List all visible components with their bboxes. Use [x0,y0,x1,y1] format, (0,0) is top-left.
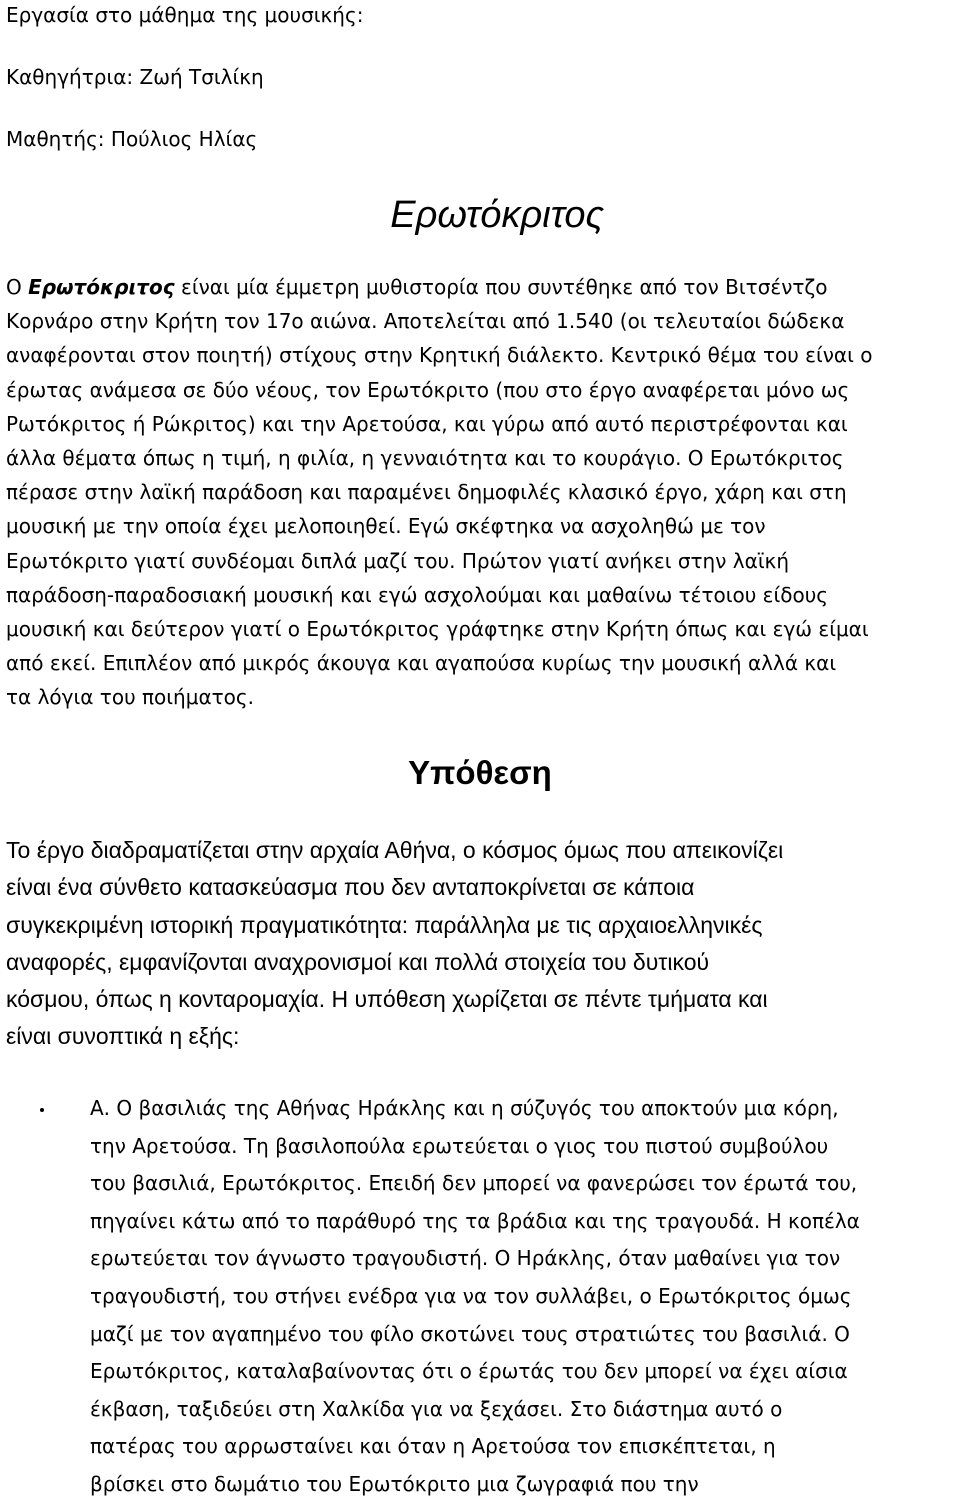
section-heading: Υπόθεση [408,754,552,791]
intro-line-text: είναι μία έμμετρη μυθιστορία που συντέθηκε από τον Βιτσέντζο [174,275,828,299]
list-line: βρίσκει στο δωμάτιο του Ερωτόκριτο μια ζωγραφιά που την [90,1471,699,1496]
list-line: μαζί με τον αγαπημένο του φίλο σκοτώνει τους στρατιώτες του βασιλιά. Ο [90,1321,850,1346]
list-line: Ερωτόκριτος, καταλαβαίνοντας ότι ο έρωτάς του δεν μπορεί να έχει αίσια [90,1359,848,1384]
intro-line: αναφέρονται στον ποιητή) στίχους στην Κρητική διάλεκτο. Κεντρικό θέμα του είναι ο [6,343,873,368]
bullet-icon [40,1108,44,1112]
intro-line: παράδοση-παραδοσιακή μουσική και εγώ ασχολούμαι και μαθαίνω τέτοιου είδους [6,582,829,607]
synopsis-line: είναι ένα σύνθετο κατασκεύασμα που δεν ανταποκρίνεται σε κάποια [6,874,695,901]
intro-line: έρωτας ανάμεσα σε δύο νέους, τον Ερωτόκριτο (που στο έργο αναφέρεται μόνο ως [6,377,850,402]
list-line: Α. Ο βασιλιάς της Αθήνας Ηράκλης και η σύζυγός του αποκτούν μια κόρη, [90,1096,839,1120]
list-line: πατέρας του αρρωσταίνει και όταν η Αρετούσα τον επισκέπτεται, η [90,1434,776,1459]
intro-line [6,270,954,304]
student-line: Μαθητής: Πούλιος Ηλίας [6,127,258,151]
list-item-text [90,1090,954,1504]
intro-lead-prefix: Ο [6,275,29,299]
synopsis-line: Το έργο διαδραματίζεται στην αρχαία Αθήνα, ο κόσμος όμως που απεικονίζει [6,837,784,863]
list-line: την Αρετούσα. Τη βασιλοπούλα ερωτεύεται ο γιος του πιστού συμβούλου [90,1133,829,1158]
intro-line: πέρασε στην λαϊκή παράδοση και παραμένει δημοφιλές κλασικό έργο, χάρη και στη [6,480,847,505]
synopsis-line: συγκεκριμένη ιστορική πραγματικότητα: παράλληλα με τις αρχαιοελληνικές [6,911,763,938]
intro-line: μουσική και δεύτερον γιατί ο Ερωτόκριτος γράφτηκε στην Κρήτη όπως και εγώ είμαι [6,616,869,641]
assignment-line: Εργασία στο μάθημα της μουσικής: [6,3,364,27]
synopsis-line: είναι συνοπτικά η εξής: [6,1023,240,1050]
synopsis-line: αναφορές, εμφανίζονται αναχρονισμοί και πολλά στοιχεία του δυτικού [6,948,710,975]
intro-line: άλλα θέματα όπως η τιμή, η φιλία, η γενναιότητα και το κουράγιο. Ο Ερωτόκριτος [6,445,844,470]
list-line: έκβαση, ταξιδεύει στη Χαλκίδα για να ξεχάσει. Στο διάστημα αυτό ο [90,1396,783,1421]
intro-line: Ρωτόκριτος ή Ρώκριτος) και την Αρετούσα, και γύρω από αυτό περιστρέφονται και [6,411,848,436]
list-line: του βασιλιά, Ερωτόκριτος. Επειδή δεν μπορεί να φανερώσει τον έρωτά του, [90,1171,858,1196]
intro-line: τα λόγια του ποιήματος. [6,685,255,710]
synopsis-line: κόσμου, όπως η κονταρομαχία. Η υπόθεση χωρίζεται σε πέντε τμήματα και [6,986,768,1013]
synopsis-paragraph [6,832,954,1056]
teacher-line: Καθηγήτρια: Ζωή Τσιλίκη [6,65,264,89]
document-title: Ερωτόκριτος [390,194,604,236]
list-line: πηγαίνει κάτω από το παράθυρό της τα βράδια και της τραγουδά. Η κοπέλα [90,1208,860,1233]
intro-lead-title: Ερωτόκριτος [28,275,175,299]
list-line: ερωτεύεται τον άγνωστο τραγουδιστή. Ο Ηράκλης, όταν μαθαίνει για τον [90,1246,841,1271]
intro-line: μουσική με την οποία έχει μελοποιηθεί. Εγώ σκέφτηκα να ασχοληθώ με τον [6,514,766,539]
intro-line: από εκεί. Επιπλέον από μικρός άκουγα και αγαπούσα κυρίως την μουσική αλλά και [6,651,837,676]
intro-line: Κορνάρο στην Κρήτη τον 17ο αιώνα. Αποτελείται από 1.540 (οι τελευταίοι δώδεκα [6,309,845,334]
intro-line: Ερωτόκριτο γιατί συνδέομαι διπλά μαζί του. Πρώτον γιατί ανήκει στην λαϊκή [6,548,789,573]
list-line: τραγουδιστή, του στήνει ενέδρα για να τον συλλάβει, ο Ερωτόκριτος όμως [90,1283,852,1308]
intro-paragraph [6,270,954,714]
